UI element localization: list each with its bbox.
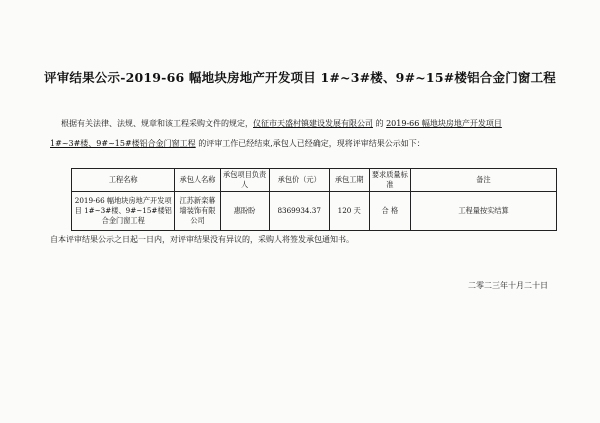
- owner-name: 仪征市天盛村镇建设发展有限公司: [253, 119, 373, 128]
- header-project-name: 工程名称: [72, 169, 175, 192]
- table-header-row: [72, 169, 557, 192]
- header-price: 承包价（元）: [269, 169, 329, 192]
- table-row: [72, 192, 557, 231]
- project-name-part2: 1#~3#楼、9#~15#楼铝合金门窗工程: [50, 139, 196, 148]
- project-name-part1: 2019-66 幅地块房地产开发项目: [386, 119, 502, 128]
- closing-paragraph: 自本评审结果公示之日起一日内，对评审结果没有异议的，采购人将签发承包通知书。: [50, 235, 354, 244]
- cell-bidder: 江苏新栾幕墙装饰有限公司: [175, 192, 220, 231]
- header-bidder: 承包人名称: [175, 169, 220, 192]
- document-title: 评审结果公示-2019-66 幅地块房地产开发项目 1#~3#楼、9#~15#楼铝合金门窗工程: [44, 70, 556, 85]
- cell-price: 8369934.37: [269, 192, 329, 231]
- cell-remark: 工程量按实结算: [411, 192, 557, 231]
- header-period: 承包工期: [329, 169, 369, 192]
- cell-period: 120 天: [329, 192, 369, 231]
- header-remark: 备注: [411, 169, 557, 192]
- intro-of: 的: [375, 119, 384, 128]
- cell-quality: 合 格: [369, 192, 410, 231]
- cell-project-lead: 惠盼盼: [220, 192, 269, 231]
- header-project-lead: 承包项目负责人: [220, 169, 269, 192]
- result-table: [71, 168, 557, 231]
- intro-line-2: [50, 134, 560, 154]
- intro-suffix: 的评审工作已经结束,承包人已经确定，现将评审结果公示如下：: [198, 139, 425, 148]
- intro-paragraph: [50, 114, 560, 154]
- intro-prefix: 根据有关法律、法规、规章和该工程采购文件的规定，: [61, 119, 253, 128]
- header-quality: 要求质量标准: [369, 169, 410, 192]
- intro-line-1: [50, 114, 560, 134]
- document-date: 二零二三年十月二十日: [468, 281, 548, 290]
- cell-project-name: 2019-66 幅地块房地产开发项目 1#~3#楼、9#~15#楼铝合金门窗工程: [72, 192, 175, 231]
